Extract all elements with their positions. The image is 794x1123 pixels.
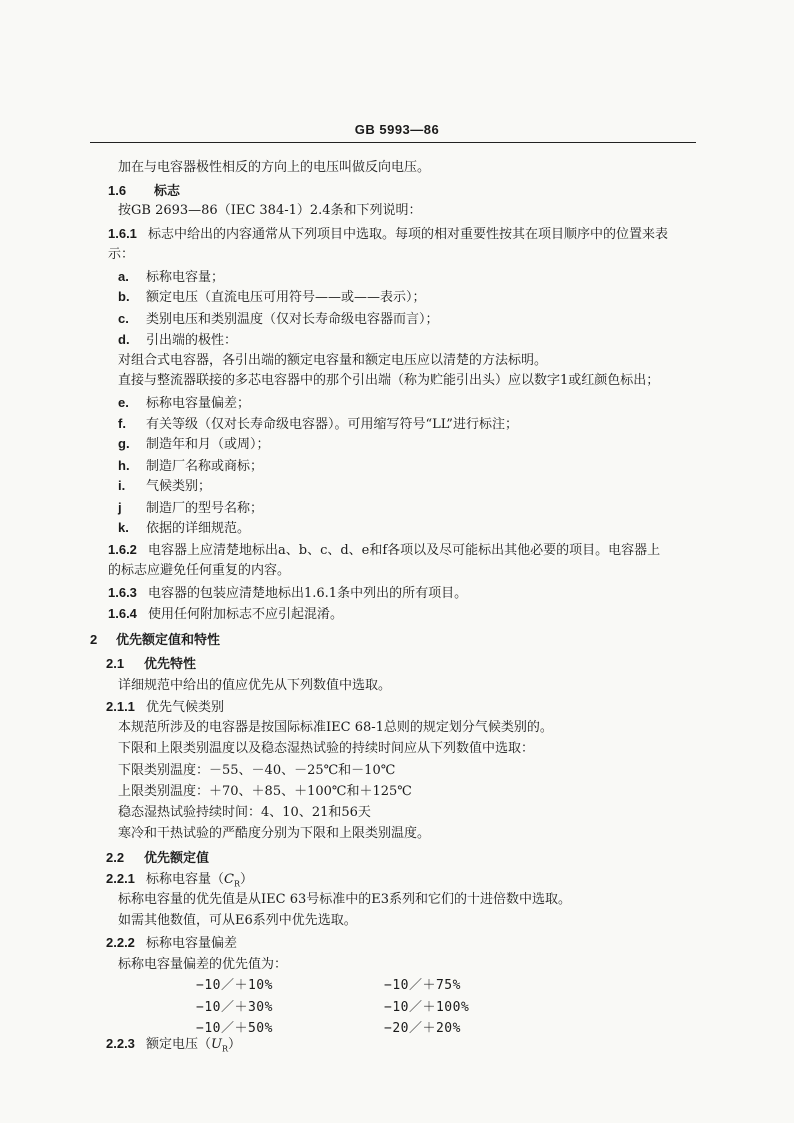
tolerance-value: −10／＋100% — [384, 1000, 470, 1015]
text-line — [118, 520, 250, 537]
clause-text: 优先气候类别 — [146, 700, 225, 715]
clause-number: a. — [118, 269, 129, 284]
clause-text: 标称电容量的优先值是从IEC 63号标准中的E3系列和它们的十进倍数中选取。 — [118, 892, 572, 907]
header-rule — [90, 142, 696, 143]
tolerance-value: −10／＋30% — [196, 1000, 273, 1015]
text-line — [118, 332, 237, 349]
clause-text: 标称电容量偏差； — [146, 396, 251, 411]
clause-number: j — [118, 500, 122, 515]
text-line — [118, 500, 263, 517]
text-line — [118, 373, 659, 389]
clause-text: 制造厂的型号名称； — [146, 501, 264, 516]
clause-text: 使用任何附加标志不应引起混淆。 — [148, 607, 344, 622]
clause-text: 气候类别； — [146, 479, 212, 494]
clause-number: 2.2.2 — [106, 935, 135, 950]
clause-text: 直接与整流器联接的多芯电容器中的那个引出端（称为贮能引出头）应以数字1或红颜色标出； — [118, 373, 660, 388]
clause-number: f. — [118, 416, 126, 431]
clause-number: g. — [118, 436, 130, 451]
text-line — [118, 353, 547, 369]
clause-number: 1.6.4 — [108, 606, 137, 621]
text-line — [118, 395, 250, 412]
text-line — [108, 247, 134, 263]
clause-number: 1.6.3 — [108, 585, 137, 600]
clause-text: 稳态湿热试验持续时间：4、10、21和56天 — [118, 805, 371, 820]
text-line — [118, 957, 287, 973]
clause-text: 标称电容量偏差 — [146, 936, 238, 951]
text-line — [118, 913, 357, 929]
clause-text: 加在与电容器极性相反的方向上的电压叫做反向电压。 — [118, 160, 431, 175]
clause-number: b. — [118, 289, 130, 304]
clause-text: 电容器上应清楚地标出a、b、c、d、e和f各项以及尽可能标出其他必要的项目。电容器上 — [148, 543, 661, 558]
text-line — [106, 656, 196, 673]
clause-number: e. — [118, 395, 129, 410]
clause-text: 制造年和月（或周）； — [146, 437, 270, 452]
text-line — [118, 269, 224, 286]
clause-text: 标志中给出的内容通常从下列项目中选取。每项的相对重要性按其在项目顺序中的位置来表 — [148, 227, 669, 242]
section-heading: 优先特性 — [144, 657, 197, 672]
clause-text: 制造厂名称或商标； — [146, 459, 264, 474]
tolerance-value: −10／＋10% — [196, 978, 273, 993]
text-line — [118, 458, 263, 475]
clause-number: 2.2.1 — [106, 871, 135, 886]
clause-text: 额定电压$(U_R)$ — [146, 1037, 242, 1054]
page-header: GB 5993—86 — [354, 122, 440, 137]
clause-number: 2 — [90, 632, 98, 647]
text-line — [118, 478, 211, 495]
text-line — [108, 183, 180, 200]
clause-number: 1.6.1 — [108, 226, 137, 241]
clause-text: 标称电容量偏差的优先值为： — [118, 957, 288, 972]
text-line — [118, 763, 395, 779]
clause-text: 有关等级（仅对长寿命级电容器）。可用缩写符号“LL”进行标注； — [146, 417, 518, 432]
text-line — [118, 741, 534, 757]
clause-text: 额定电压（直流电压可用符号——或——表示）； — [146, 290, 426, 305]
clause-number: 2.1 — [106, 656, 125, 671]
text-line — [118, 160, 430, 176]
text-line — [106, 935, 237, 952]
tolerance-value: −20／＋20% — [384, 1021, 461, 1036]
text-line — [118, 289, 426, 306]
text-line — [118, 892, 571, 908]
text-line — [118, 784, 412, 800]
text-line — [118, 678, 391, 694]
text-line — [118, 311, 439, 328]
text-line — [108, 226, 668, 243]
text-line — [106, 699, 224, 716]
text-line — [106, 871, 253, 893]
clause-text: 寒冷和干热试验的严酷度分别为下限和上限类别温度。 — [118, 826, 431, 841]
clause-text: 按GB 2693—86（IEC 384-1）2.4条和下列说明： — [118, 203, 422, 218]
clause-text: 的标志应避免任何重复的内容。 — [108, 563, 291, 578]
clause-text: 详细规范中给出的值应优先从下列数值中选取。 — [118, 678, 392, 693]
clause-number: h. — [118, 458, 130, 473]
clause-text: 标称电容量$(C_R)$ — [146, 872, 254, 889]
clause-number: k. — [118, 520, 129, 535]
text-line — [118, 203, 422, 219]
text-line — [108, 606, 343, 623]
text-line — [106, 1036, 241, 1058]
clause-text: 本规范所涉及的电容器是按国际标准IEC 68-1总则的规定划分气候类别的。 — [118, 720, 553, 735]
clause-text: 下限类别温度：－55、－40、－25℃和－10℃ — [118, 763, 396, 778]
clause-text: 对组合式电容器，各引出端的额定电容量和额定电压应以清楚的方法标明。 — [118, 353, 548, 368]
tolerance-value: −10／＋50% — [196, 1021, 273, 1036]
section-heading: 优先额定值 — [144, 851, 210, 866]
clause-text: 依据的详细规范。 — [146, 521, 251, 536]
text-line — [106, 850, 209, 867]
text-line — [118, 436, 270, 453]
clause-text: 示： — [108, 247, 135, 262]
clause-number: 1.6.2 — [108, 542, 137, 557]
clause-text: 引出端的极性： — [146, 333, 238, 348]
text-line — [118, 416, 518, 433]
clause-number: 1.6 — [108, 183, 127, 198]
clause-number: i. — [118, 478, 126, 493]
text-line — [108, 585, 467, 602]
clause-text: 如需其他数值，可从E6系列中优先选取。 — [118, 913, 357, 928]
clause-text: 下限和上限类别温度以及稳态湿热试验的持续时间应从下列数值中选取： — [118, 741, 535, 756]
clause-number: 2.1.1 — [106, 699, 135, 714]
clause-number: 2.2 — [106, 850, 125, 865]
clause-text: 标称电容量； — [146, 270, 225, 285]
section-heading: 优先额定值和特性 — [116, 633, 221, 648]
text-line — [108, 542, 660, 559]
clause-number: 2.2.3 — [106, 1036, 135, 1051]
section-heading: 标志 — [154, 184, 181, 199]
clause-text: 上限类别温度：＋70、＋85、＋100℃和＋125℃ — [118, 784, 412, 799]
clause-number: d. — [118, 332, 130, 347]
text-line — [90, 632, 220, 649]
clause-number: c. — [118, 311, 129, 326]
tolerance-value: −10／＋75% — [384, 978, 461, 993]
text-line — [118, 720, 553, 736]
clause-text: 类别电压和类别温度（仅对长寿命级电容器而言）； — [146, 312, 439, 327]
text-line — [108, 563, 290, 579]
text-line — [118, 826, 430, 842]
text-line — [118, 805, 371, 821]
clause-text: 电容器的包装应清楚地标出1.6.1条中列出的所有项目。 — [148, 586, 468, 601]
